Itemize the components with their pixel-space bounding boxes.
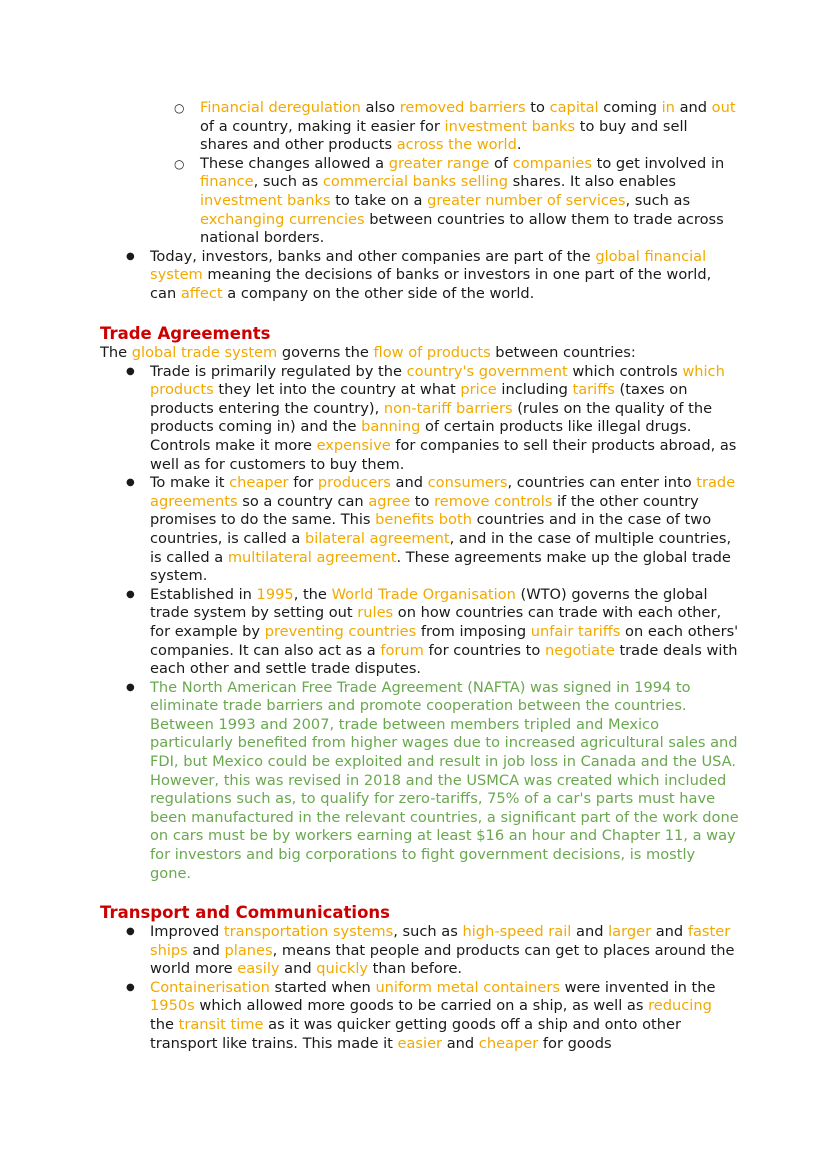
text-run: trade deals with each other and settle trade disputes. <box>150 641 738 678</box>
text-run: and <box>442 1034 479 1052</box>
highlighted-term: investment banks <box>200 191 331 209</box>
heading-transport: Transport and Communications <box>100 903 390 922</box>
text-run: including <box>496 381 573 399</box>
highlighted-term: uniform metal containers <box>375 978 560 996</box>
text-run: to <box>410 492 435 510</box>
highlighted-term: bilateral agreement <box>304 529 450 547</box>
text-run: to take on a <box>330 191 428 209</box>
highlighted-term: producers <box>317 474 391 492</box>
text-run: and <box>390 474 428 492</box>
highlighted-term: Financial deregulation <box>200 99 361 116</box>
text-run: countries and in the case of two countries, is called a <box>150 511 712 547</box>
text-run: and <box>651 923 688 940</box>
text-run: for <box>288 474 318 492</box>
sub-list <box>100 99 740 248</box>
text-run: To make it <box>150 474 230 492</box>
highlighted-term: negotiate <box>544 641 615 659</box>
text-run: the <box>150 1015 179 1033</box>
text-run: as it was quicker getting goods off a ship and onto other transport like trains. This made it <box>150 1015 681 1052</box>
highlighted-term: greater number of services <box>427 191 626 209</box>
text-run: on each others' companies. It can also act as a <box>150 622 739 659</box>
highlighted-term: Containerisation <box>150 978 270 996</box>
text-run: , such as <box>393 923 463 940</box>
text-run: from imposing <box>416 622 531 640</box>
text-run: on how countries can trade with each other, for example by <box>150 604 722 640</box>
text-run: started when <box>269 978 376 996</box>
text-run: , countries can enter into <box>507 474 697 492</box>
highlighted-term: price <box>460 381 497 399</box>
highlighted-term: exchanging currencies <box>200 210 365 228</box>
highlighted-term: tariffs <box>572 381 615 399</box>
highlighted-term: easier <box>397 1034 443 1052</box>
text-run: . <box>516 136 522 154</box>
bullet-list <box>100 923 740 1053</box>
bullet <box>100 474 740 586</box>
sub-bullet <box>100 99 740 155</box>
text-run: which controls <box>567 362 683 380</box>
highlighted-term: global financial system <box>150 247 707 284</box>
text-run: they let into the country at what <box>213 381 461 399</box>
bullet-list <box>100 248 740 304</box>
text-run: also <box>360 99 400 116</box>
text-run: for goods <box>538 1034 612 1052</box>
text-run: Improved <box>150 923 224 940</box>
highlighted-term: in <box>661 99 675 116</box>
highlighted-term: global trade system <box>131 344 278 361</box>
text-run: were invented in the <box>559 978 716 996</box>
highlighted-term: high-speed rail <box>462 923 572 940</box>
text-run: , the <box>293 585 332 603</box>
highlighted-term: companies <box>512 154 592 172</box>
text-run: Today, investors, banks and other companies are part of the <box>150 247 596 265</box>
highlighted-term: agree <box>368 492 411 510</box>
highlighted-term: investment banks <box>444 117 576 135</box>
highlighted-term: forum <box>380 641 424 659</box>
text-run: and <box>674 99 712 116</box>
intro-paragraph <box>100 344 740 363</box>
highlighted-term: preventing countries <box>264 622 417 640</box>
text-run: between countries: <box>490 344 636 361</box>
highlighted-term: which products <box>150 362 725 399</box>
text-run: . These agreements make up the global trade system. <box>150 548 731 585</box>
highlighted-term: country's government <box>406 362 568 380</box>
text-run: if the other country promises to do the same. This <box>150 492 699 529</box>
section-transport <box>100 903 740 1053</box>
text-run: , means that people and products can get to places around the world more <box>150 941 735 978</box>
text-run: shares. It also enables <box>508 173 676 191</box>
text-run: to buy and sell shares and other products <box>200 117 688 154</box>
highlighted-term: non-tariff barriers <box>383 399 513 417</box>
text-run: to get involved in <box>591 154 725 172</box>
text-run: Trade is primarily regulated by the <box>150 362 407 380</box>
text-run: meaning the decisions of banks or investors in one part of the world, can <box>150 266 712 302</box>
text-run: between countries to allow them to trade across national borders. <box>200 210 724 247</box>
bullet-list <box>100 363 740 884</box>
text-run: (WTO) governs the global trade system by setting out <box>150 585 708 622</box>
highlighted-term: capital <box>549 99 599 116</box>
text-run: than before. <box>368 960 463 978</box>
text-run: coming <box>598 99 662 116</box>
text-run: , and in the case of multiple countries, is called a <box>150 529 732 566</box>
highlighted-term: multilateral agreement <box>227 548 397 566</box>
highlighted-term: planes <box>224 941 273 959</box>
highlighted-term: commercial banks selling <box>322 173 509 191</box>
highlighted-term: trade agreements <box>150 474 736 510</box>
highlighted-term: rules <box>357 604 394 622</box>
bullet <box>100 979 740 1053</box>
highlighted-term: finance <box>200 173 254 191</box>
highlighted-term: World Trade Organisation <box>331 585 516 603</box>
bullet <box>100 923 740 979</box>
text-run: , such as <box>625 191 691 209</box>
text-run: which allowed more goods to be carried on a ship, as well as <box>194 997 649 1015</box>
text-run: of certain products like illegal drugs. Controls make it more <box>150 418 692 454</box>
text-run: governs the <box>277 344 374 361</box>
highlighted-term: across the world <box>396 136 517 154</box>
highlighted-term: faster ships <box>150 923 731 959</box>
highlighted-term: removed barriers <box>399 99 526 116</box>
section-finance <box>100 99 740 304</box>
text-run: Established in <box>150 585 257 603</box>
highlighted-term: larger <box>608 923 652 940</box>
text-run: The <box>100 344 132 361</box>
highlighted-term: benefits both <box>375 511 472 529</box>
sub-bullet <box>100 155 740 248</box>
highlighted-term: banning <box>361 418 421 436</box>
text-run: and <box>187 941 225 959</box>
highlighted-term: easily <box>237 960 280 978</box>
text-run: a company on the other side of the world. <box>222 284 535 302</box>
text-run: and <box>279 960 317 978</box>
text-run: of <box>489 154 513 172</box>
highlighted-term: reducing <box>648 997 712 1015</box>
text-run: for countries to <box>423 641 545 659</box>
text-run: , such as <box>253 173 323 191</box>
text-run: and <box>571 923 609 940</box>
bullet <box>100 248 740 304</box>
highlighted-term: greater range <box>388 154 490 172</box>
text-run: for companies to sell their products abroad, as well as for customers to buy them. <box>150 436 737 473</box>
highlighted-term: transit time <box>178 1015 264 1033</box>
section-trade-agreements <box>100 324 740 883</box>
highlighted-term: expensive <box>316 436 391 454</box>
highlighted-term: flow of products <box>373 344 491 361</box>
highlighted-term: cheaper <box>478 1034 539 1052</box>
text-run: to <box>525 99 550 116</box>
text-run: (taxes on products entering the country), <box>150 381 688 417</box>
text-run: so a country can <box>237 492 369 510</box>
highlighted-term: transportation systems <box>223 923 394 940</box>
highlighted-term: 1950s <box>150 997 195 1015</box>
highlighted-term: remove controls <box>434 492 553 510</box>
highlighted-term: unfair tariffs <box>530 622 621 640</box>
bullet <box>100 586 740 679</box>
text-run: These changes allowed a <box>200 154 389 172</box>
bullet <box>100 363 740 475</box>
highlighted-term: cheaper <box>229 474 289 492</box>
highlighted-term: consumers <box>427 474 508 492</box>
heading-trade-agreements: Trade Agreements <box>100 324 271 343</box>
bullet-nafta: ● The North American Free Trade Agreement (NAFTA) was signed in 1994 to eliminate trade barriers and promote cooperation between the countries. Between 1993 and 2007, trade between members tripled and Mexico particularly benefited from higher wages due to increased agricultural sales and FDI, but Mexico could be exploited and result in job loss in Canada and the USA. However, this was revised in 2018 and the USMCA was created which included regulations such as, to qualify for zero-tariffs, 75% of a car's parts must have been manufactured in the relevant countries, a significant part of the work done on cars must be by workers earning at least $16 an hour and Chapter 11, a way for investors and big corporations to fight government decisions, is mostly gone. <box>100 679 740 884</box>
text-run: (rules on the quality of the products coming in) and the <box>150 399 713 436</box>
highlighted-term: affect <box>180 284 223 302</box>
highlighted-term: 1995 <box>256 585 294 603</box>
highlighted-term: out <box>711 99 736 116</box>
highlighted-term: quickly <box>316 960 369 978</box>
text-run: of a country, making it easier for <box>200 117 445 135</box>
